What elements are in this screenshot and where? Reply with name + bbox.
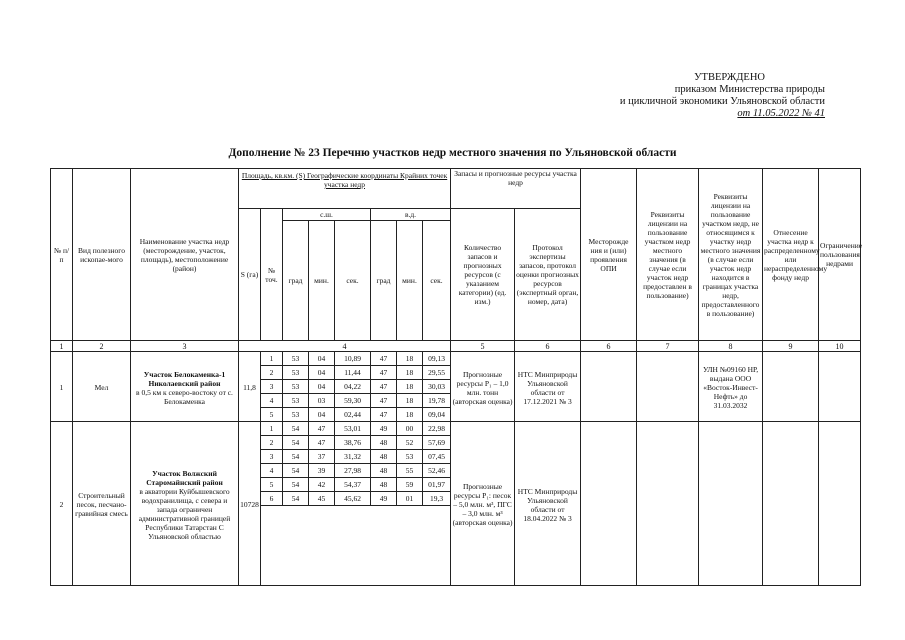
col-index: 7 [637,341,699,352]
lon-min: 00 [397,422,423,436]
lat-min: 45 [309,492,335,506]
lat-deg: 53 [283,408,309,422]
header-reserves-qty: Количество запасов и прогнозных ресурсов (с указанием категории) (ед. изм.) [451,209,515,341]
lat-sec: 10,89 [335,352,371,366]
lat-deg: 54 [283,450,309,464]
lon-sec: 09,04 [423,408,451,422]
lat-sec: 38,76 [335,436,371,450]
lon-min: 18 [397,408,423,422]
point-number: 6 [261,492,283,506]
deposit [581,352,637,422]
header-s: S (га) [239,209,261,341]
lon-min: 18 [397,394,423,408]
col-index: 5 [451,341,515,352]
table-body [51,169,861,586]
header-mineral: Вид полезного ископае-мого [73,169,131,341]
lat-min: 03 [309,394,335,408]
col-index: 3 [131,341,239,352]
lon-sec: 19,3 [423,492,451,506]
lat-sec: 27,98 [335,464,371,478]
area-ha: 10728 [239,422,261,586]
plot-name-title: Участок Белокаменка-1 Николаевский район [143,369,226,388]
license-holders [637,422,699,586]
header-lat: с.ш. [283,209,371,221]
lat-sec: 11,44 [335,366,371,380]
point-number: 5 [261,408,283,422]
header-distribution: Отнесение участка недр к распределенному или нераспределенному фонду недр [763,169,819,341]
plot-name [131,422,239,586]
lon-deg: 47 [371,352,397,366]
lat-deg: 53 [283,380,309,394]
expert-protocol: НТС Минприроды Ульяновской области от 17.12.2021 № 3 [515,352,581,422]
lon-min: 18 [397,366,423,380]
header-point: № точ. [261,209,283,341]
lon-sec: 29,55 [423,366,451,380]
lat-min: 39 [309,464,335,478]
header-name: Наименование участка недр (месторождение, участок, площадь), местоположение (район) [131,169,239,341]
header-license-in-borders: Реквизиты лицензии на пользование участком недр, не относящимся к участку недр местного значения (в случае если участок недр находится в границах участка недр, предоставленного в пользование) [699,169,763,341]
plot-name [131,352,239,422]
license-in-borders: УЛН №09160 НР, выдана ООО «Восток-Инвест-Нефть» до 31.03.2032 [699,352,763,422]
point-number: 2 [261,436,283,450]
header-lat-deg: град [283,221,309,341]
expert-protocol: НТС Минприроды Ульяновской области от 18.04.2022 № 3 [515,422,581,586]
col-index: 1 [51,341,73,352]
header-deposit: Месторожде ния и (или) проявления ОПИ [581,169,637,341]
lon-min: 52 [397,436,423,450]
approval-line-3: и цикличной экономики Ульяновской области [619,96,825,107]
lat-min: 04 [309,408,335,422]
lon-min: 59 [397,478,423,492]
reserves-qty: Прогнозные ресурсы P₁: песок – 5,0 млн. м³, ПГС – 3,0 млн. м³ (авторская оценка) [451,422,515,586]
lat-sec: 59,30 [335,394,371,408]
header-lon-sec: сек. [423,221,451,341]
lon-sec: 52,46 [423,464,451,478]
lat-deg: 53 [283,394,309,408]
lon-deg: 48 [371,478,397,492]
subsoil-plots-table [50,168,861,586]
col-index: 6 [515,341,581,352]
header-reserves-group: Запасы и прогнозные ресурсы участка недр [451,169,581,209]
lat-deg: 54 [283,492,309,506]
point-number: 3 [261,450,283,464]
lat-min: 04 [309,366,335,380]
lat-min: 04 [309,352,335,366]
lat-min: 47 [309,422,335,436]
lon-deg: 49 [371,422,397,436]
plot-location: в акватории Куйбышевского водохранилища, с севера и запада ограничен административной границей Республики Татарстан С Ульяновской областью [138,486,231,541]
col-index: 10 [819,341,861,352]
lon-deg: 48 [371,450,397,464]
header-lat-min: мин. [309,221,335,341]
lat-sec: 04,22 [335,380,371,394]
point-number: 4 [261,464,283,478]
license-holders [637,352,699,422]
lon-min: 53 [397,450,423,464]
approval-order-number: от 11.05.2022 № 41 [737,108,825,119]
col-index: 4 [239,341,451,352]
table-row [51,422,861,436]
col-index: 9 [763,341,819,352]
row-number: 2 [51,422,73,586]
lat-deg: 54 [283,464,309,478]
col-index: 6 [581,341,637,352]
col-index: 2 [73,341,131,352]
lon-deg: 47 [371,366,397,380]
lon-deg: 49 [371,492,397,506]
lon-min: 18 [397,352,423,366]
column-index-row [51,341,861,352]
approval-block [620,72,825,120]
license-in-borders [699,422,763,586]
header-lon: в.д. [371,209,451,221]
point-number: 1 [261,422,283,436]
lat-sec: 53,01 [335,422,371,436]
lon-sec: 57,69 [423,436,451,450]
lon-sec: 01,97 [423,478,451,492]
plot-location: в 0,5 км к северо-востоку от с. Белокаменка [136,387,233,406]
header-area-coords: Площадь, кв.км. (S) Географические координаты Крайних точек участка недр [239,169,451,209]
approval-line-2: приказом Министерства природы [674,84,825,95]
lat-deg: 54 [283,478,309,492]
lat-deg: 54 [283,422,309,436]
distribution [763,352,819,422]
mineral-type: Мел [73,352,131,422]
coords-filler [261,506,451,586]
area-ha: 11,8 [239,352,261,422]
lat-min: 47 [309,436,335,450]
point-number: 3 [261,380,283,394]
row-number: 1 [51,352,73,422]
lon-sec: 19,78 [423,394,451,408]
lat-sec: 02,44 [335,408,371,422]
lat-min: 04 [309,380,335,394]
lon-deg: 47 [371,408,397,422]
lon-deg: 47 [371,380,397,394]
point-number: 1 [261,352,283,366]
lat-sec: 54,37 [335,478,371,492]
deposit [581,422,637,586]
lon-sec: 22,98 [423,422,451,436]
plot-name-title: Участок Волжский Старомайнский район [146,468,223,487]
lat-deg: 53 [283,366,309,380]
header-lon-min: мин. [397,221,423,341]
col-index: 8 [699,341,763,352]
header-lat-sec: сек. [335,221,371,341]
lon-deg: 47 [371,394,397,408]
lon-sec: 30,03 [423,380,451,394]
point-number: 4 [261,394,283,408]
point-number: 2 [261,366,283,380]
lon-min: 18 [397,380,423,394]
header-restrictions: Ограничение пользования недрами [819,169,861,341]
lat-min: 37 [309,450,335,464]
lat-deg: 53 [283,352,309,366]
mineral-type: Строительный песок, песчано-гравийная смесь [73,422,131,586]
lat-min: 42 [309,478,335,492]
header-lon-deg: град [371,221,397,341]
header-protocol: Протокол экспертизы запасов, протокол оценки прогнозных ресурсов (экспертный орган, номер, дата) [515,209,581,341]
lon-deg: 48 [371,436,397,450]
restrictions [819,422,861,586]
point-number: 5 [261,478,283,492]
lon-deg: 48 [371,464,397,478]
header-num: № п/п [51,169,73,341]
table-row [51,352,861,366]
approval-heading: УТВЕРЖДЕНО [694,72,765,83]
restrictions [819,352,861,422]
document-title: Дополнение № 23 Перечню участков недр местного значения по Ульяновской области [228,147,677,159]
header-license-holders: Реквизиты лицензии на пользование участком недр местного значения (в случае если участок недр предоставлен в пользование) [637,169,699,341]
lat-sec: 31,32 [335,450,371,464]
lon-min: 55 [397,464,423,478]
lon-sec: 09,13 [423,352,451,366]
distribution [763,422,819,586]
lat-deg: 54 [283,436,309,450]
lon-min: 01 [397,492,423,506]
lat-sec: 45,62 [335,492,371,506]
lon-sec: 07,45 [423,450,451,464]
reserves-qty: Прогнозные ресурсы P₁ – 1,0 млн. тонн (авторская оценка) [451,352,515,422]
